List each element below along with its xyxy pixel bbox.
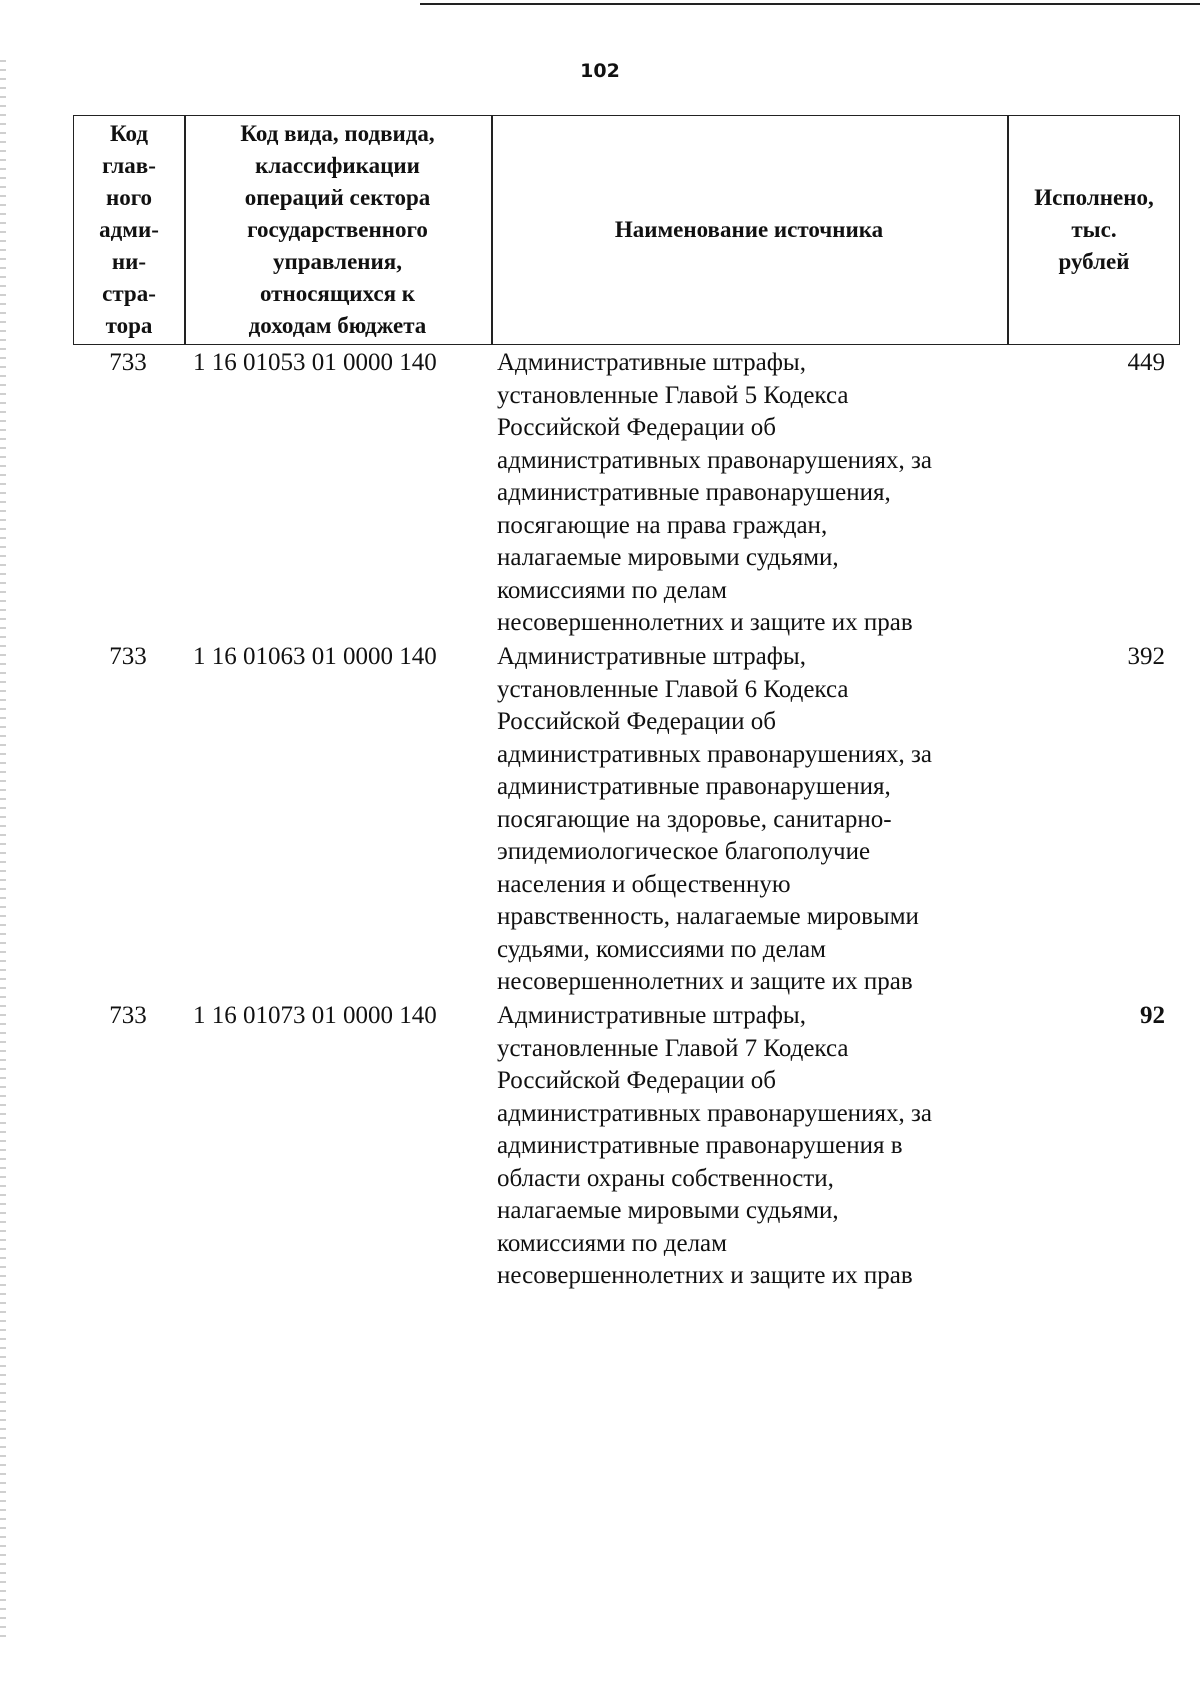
admin-code-cell: 733 [109, 643, 147, 670]
admin-code-cell: 733 [109, 349, 147, 376]
header-admin-code [74, 116, 184, 344]
amount-cell: 392 [1127, 643, 1165, 670]
income-code-cell: 1 16 01053 01 0000 140 [193, 349, 437, 376]
income-code-cell: 1 16 01063 01 0000 140 [193, 643, 437, 670]
source-name-cell: Административные штрафы, установленные Главой 5 Кодекса Российской Федерации об административных правонарушениях, за административные правонарушения, посягающие на права граждан, налагаемые мировыми судьями, комиссиями по делам несовершеннолетних и защите их прав [497, 349, 932, 636]
table-header [73, 115, 1180, 345]
header-amount-text: Исполнено, тыс. рублей [1034, 185, 1154, 274]
header-admin-code-text: Код глав- ного адми- ни- стра- тора [99, 121, 159, 338]
page-number: 102 [580, 60, 620, 82]
income-code-cell: 1 16 01073 01 0000 140 [193, 1002, 437, 1029]
header-income-code-text: Код вида, подвида, классификации операций сектора государственного управления, относящихся к доходам бюджета [240, 121, 435, 338]
top-rule [420, 3, 1200, 5]
admin-code-cell: 733 [109, 1002, 147, 1029]
amount-cell: 92 [1140, 1002, 1165, 1029]
amount-cell: 449 [1127, 349, 1165, 376]
source-name-cell: Административные штрафы, установленные Главой 6 Кодекса Российской Федерации об административных правонарушениях, за административные правонарушения, посягающие на здоровье, санитарно- эпидемиологическое благополучие населения и общественную нравственность, налагаемые мировыми судьями, комиссиями по делам несовершеннолетних и защите их прав [497, 643, 932, 995]
header-income-code [184, 116, 491, 344]
header-source-name [491, 116, 1007, 344]
header-source-name-text: Наименование источника [614, 217, 884, 242]
source-name-cell: Административные штрафы, установленные Главой 7 Кодекса Российской Федерации об административных правонарушениях, за административные правонарушения в области охраны собственности, налагаемые мировыми судьями, комиссиями по делам несовершеннолетних и защите их прав [497, 1002, 932, 1289]
scan-edge [0, 60, 6, 1640]
header-amount [1007, 116, 1181, 344]
